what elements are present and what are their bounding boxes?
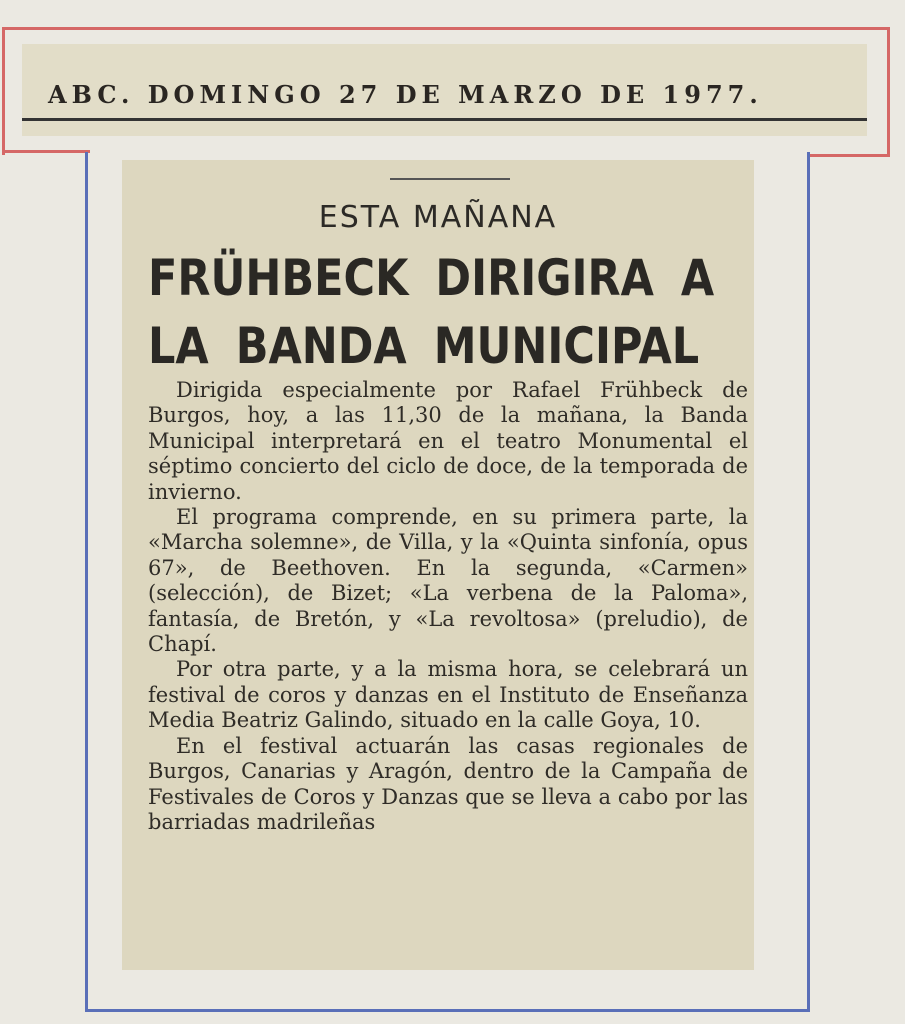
dateline: ABC. DOMINGO 27 DE MARZO DE 1977.: [48, 80, 763, 109]
paragraph-3: Por otra parte, y a la misma hora, se celebrará un festival de coros y danzas en el Instituto de Enseñanza Media Beatriz Galindo, situado en la calle Goya, 10.: [148, 657, 748, 733]
paragraph-2: El programa comprende, en su primera parte, la «Marcha solemne», de Villa, y la «Quinta sinfonía, opus 67», de Beethoven. En la segunda, «Carmen» (selección), de Bizet; «La verbena de la Paloma», fantasía, de Bretón, y «La revoltosa» (preludio), de Chapí.: [148, 505, 748, 657]
red-pencil-frame-edge-left: [2, 150, 90, 153]
headline-line-2: LA BANDA MUNICIPAL: [148, 317, 700, 375]
article-top-rule: [390, 178, 510, 180]
dateline-rule: [22, 118, 867, 121]
article-headline: [148, 244, 715, 380]
headline-line-1: FRÜHBECK DIRIGIRA A: [148, 249, 715, 307]
paragraph-1: Dirigida especialmente por Rafael Frühbeck de Burgos, hoy, a las 11,30 de la mañana, la Banda Municipal interpretará en el teatro Monumental el séptimo concierto del ciclo de doce, de la temporada de invierno.: [148, 378, 748, 504]
article-clipping: [122, 160, 754, 970]
red-pencil-frame-edge-right: [810, 154, 890, 157]
article-body: [148, 378, 748, 835]
paragraph-4: En el festival actuarán las casas regionales de Burgos, Canarias y Aragón, dentro de la Campaña de Festivales de Coros y Danzas que se lleva a cabo por las barriadas madrileñas: [148, 733, 748, 834]
article-kicker: ESTA MAÑANA: [318, 200, 558, 235]
